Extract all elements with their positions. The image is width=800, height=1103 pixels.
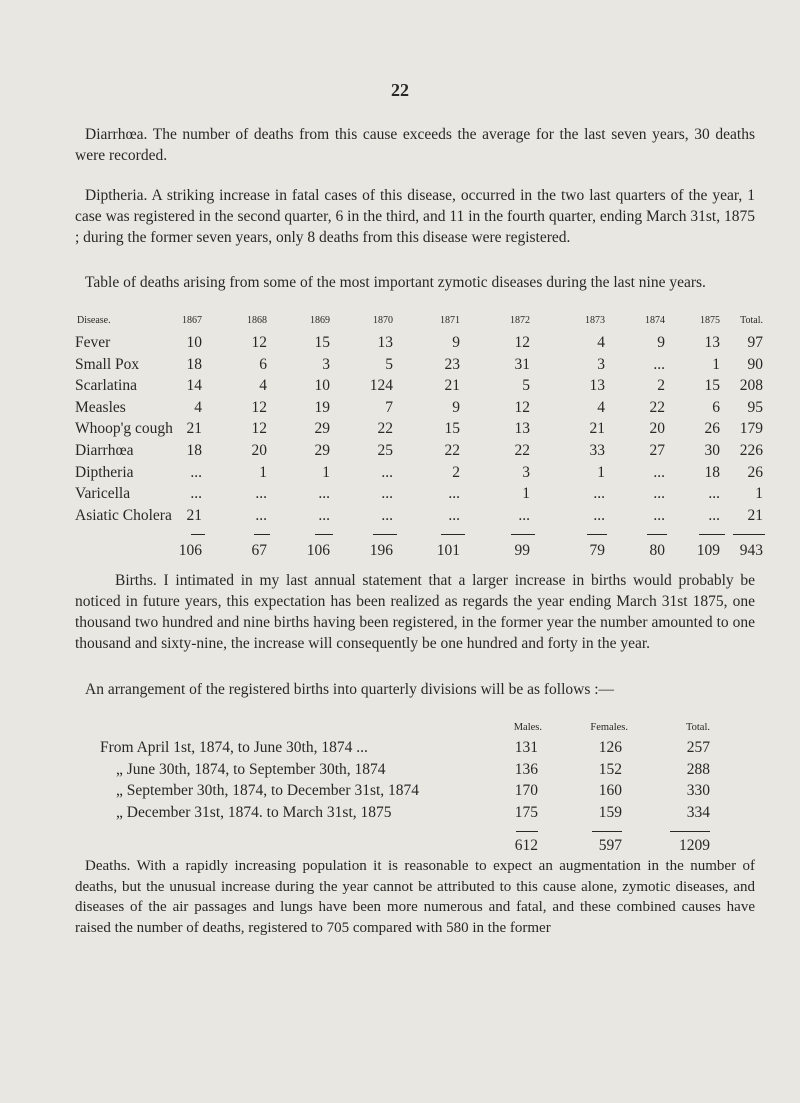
header-disease: Disease. [77, 315, 111, 326]
table-cell: 95 [747, 398, 763, 416]
table-cell: 15 [314, 334, 330, 351]
table-cell: ... [593, 506, 605, 524]
births-cell: 330 [686, 782, 710, 799]
header-total: Total. [685, 722, 710, 733]
table-cell: 10 [186, 334, 202, 351]
births-row [100, 782, 720, 804]
rule-1875 [699, 534, 725, 535]
zymotic-table [75, 315, 765, 564]
table-cell: 29 [314, 441, 330, 459]
rule-1869 [315, 534, 333, 535]
table-cell: 33 [589, 441, 605, 459]
table-cell: 21 [747, 506, 763, 524]
table-row [75, 464, 765, 486]
births-rule-row [100, 825, 720, 837]
rule-1873 [587, 534, 607, 535]
header-1867: 1867 [182, 315, 202, 326]
disease-name: Fever [75, 334, 111, 351]
table-cell: 3 [522, 463, 530, 481]
table-cell: 4 [597, 398, 605, 416]
table-cell: 9 [452, 334, 460, 351]
table-row [75, 334, 765, 356]
disease-name: Diarrhœa [75, 441, 134, 459]
table-cell: 3 [322, 355, 330, 373]
births-row [100, 804, 720, 826]
table-cell: 1 [259, 463, 267, 481]
table-cell: 13 [377, 334, 393, 351]
table-cell: 3 [597, 355, 605, 373]
table-cell: 21 [589, 420, 605, 438]
table-cell: 18 [704, 463, 720, 481]
table-cell: 22 [377, 420, 393, 438]
table-rule-row [75, 528, 765, 542]
table-cell: 4 [597, 334, 605, 351]
disease-name: Varicella [75, 485, 131, 503]
total-cell: 109 [696, 542, 720, 560]
births-cell: 288 [686, 760, 710, 778]
births-cell: 152 [598, 760, 622, 778]
table-cell: 1 [712, 355, 720, 373]
table-cell: 12 [514, 398, 530, 416]
table-cell: ... [448, 506, 460, 524]
table-cell: 25 [377, 441, 393, 459]
births-paragraph [75, 570, 755, 654]
table-cell: ... [518, 506, 530, 524]
births-cell: 334 [686, 803, 710, 821]
births-table-body [100, 739, 720, 825]
births-cell: 175 [514, 803, 538, 821]
table-cell: 21 [186, 420, 202, 438]
table-cell: ... [381, 485, 393, 503]
zymotic-table-body [75, 334, 765, 528]
header-females: Females. [590, 722, 628, 733]
table-cell: 18 [186, 355, 202, 373]
births-cell: 131 [514, 739, 538, 756]
table-cell: 9 [452, 398, 460, 416]
table-cell: 5 [522, 377, 530, 395]
births-header-row [100, 722, 720, 739]
total-cell: 106 [178, 542, 202, 560]
births-total-cell: 597 [598, 837, 622, 854]
table-cell: 31 [514, 355, 530, 373]
rule-total [733, 534, 765, 535]
table-cell: 12 [251, 398, 267, 416]
table-cell: 6 [259, 355, 267, 373]
disease-name: Small Pox [75, 355, 140, 373]
diptheria-heading: Diptheria. [85, 187, 148, 204]
header-1868: 1868 [247, 315, 267, 326]
table-cell: 179 [739, 420, 763, 438]
table-cell: 12 [251, 420, 267, 438]
table-cell: 6 [712, 398, 720, 416]
disease-name: Measles [75, 398, 126, 416]
total-cell: 943 [739, 542, 763, 560]
rule-1871 [441, 534, 465, 535]
table-cell: 22 [649, 398, 665, 416]
table-cell: 5 [385, 355, 393, 373]
table-cell: ... [653, 355, 665, 373]
total-cell: 101 [436, 542, 460, 560]
births-cell: 126 [598, 739, 622, 756]
births-row [100, 739, 720, 761]
table-cell: 1 [597, 463, 605, 481]
header-1870: 1870 [373, 315, 393, 326]
births-cell: 160 [598, 782, 622, 799]
table-row [75, 356, 765, 378]
rule-1867 [191, 534, 205, 535]
table-cell: 1 [755, 485, 763, 503]
table-cell: 97 [747, 334, 763, 351]
table-cell: 23 [444, 355, 460, 373]
disease-name: Asiatic Cholera [75, 506, 172, 524]
deaths-paragraph [75, 856, 755, 938]
rule-males [516, 831, 538, 832]
total-cell: 196 [369, 542, 393, 560]
period-label: From April 1st, 1874, to June 30th, 1874 ... [100, 739, 368, 756]
disease-name: Whoop'g cough [75, 420, 173, 438]
births-cell: 136 [514, 760, 538, 778]
period-label: „ June 30th, 1874, to September 30th, 1874 [116, 760, 386, 778]
rule-females [592, 831, 622, 832]
table-cell: ... [653, 463, 665, 481]
table-cell: 12 [514, 334, 530, 351]
table-cell: 27 [649, 441, 665, 459]
rule-1872 [511, 534, 535, 535]
header-1874: 1874 [645, 315, 665, 326]
table-cell: 29 [314, 420, 330, 438]
births-cell: 170 [514, 782, 538, 799]
table-cell: ... [653, 485, 665, 503]
births-text: I intimated in my last annual statement that a larger increase in births would probably be noticed in future years, this expectation has been realized as regards the year ending March 31st 1875, one thousand two hundred and nine births having been registered, in the former year the number amounted to one thousand and sixty-nine, the increase will consequently be one hundred and forty in the year. [75, 572, 755, 652]
header-1872: 1872 [510, 315, 530, 326]
table-cell: 226 [739, 441, 763, 459]
header-total: Total. [740, 315, 763, 326]
table-row [75, 377, 765, 399]
page-number: 22 [391, 80, 409, 100]
births-total-cell: 612 [514, 837, 538, 854]
rule-1874 [647, 534, 667, 535]
table-cell: 22 [444, 441, 460, 459]
table-cell: ... [255, 485, 267, 503]
table-row [75, 420, 765, 442]
rule-total [670, 831, 710, 832]
diptheria-paragraph [75, 185, 755, 248]
table-cell: 13 [704, 334, 720, 351]
period-label: „ September 30th, 1874, to December 31st, 1874 [116, 782, 420, 799]
table-cell: ... [448, 485, 460, 503]
births-heading: Births. [115, 572, 157, 589]
total-cell: 106 [306, 542, 330, 560]
table-cell: ... [318, 506, 330, 524]
table-row [75, 399, 765, 421]
table-cell: ... [255, 506, 267, 524]
deaths-heading: Deaths. [85, 858, 131, 874]
table-cell: 208 [739, 377, 763, 395]
table-cell: ... [190, 463, 202, 481]
table-row [75, 507, 765, 529]
table-cell: 7 [385, 398, 393, 416]
table-cell: ... [653, 506, 665, 524]
table-cell: 9 [657, 334, 665, 351]
table-cell: 20 [649, 420, 665, 438]
table-cell: ... [381, 506, 393, 524]
table-cell: 10 [314, 377, 330, 395]
diptheria-text: A striking increase in fatal cases of this disease, occurred in the two last quarters of the year, 1 case was registered in the second quarter, 6 in the third, and 11 in the fourth quarter, ending March 31st, 1875 ; during the former seven years, only 8 deaths from this disease were registered. [75, 187, 755, 246]
total-cell: 99 [514, 542, 530, 560]
disease-name: Scarlatina [75, 377, 137, 395]
table-cell: 20 [251, 441, 267, 459]
header-males: Males. [513, 722, 542, 733]
diarrhoea-paragraph [75, 124, 755, 166]
table-cell: ... [593, 485, 605, 503]
births-cell: 257 [686, 739, 710, 756]
header-1871: 1871 [440, 315, 460, 326]
table-cell: 124 [369, 377, 393, 395]
table-cell: ... [381, 463, 393, 481]
table-cell: 26 [747, 463, 763, 481]
table-cell: 2 [657, 377, 665, 395]
header-1873: 1873 [585, 315, 605, 326]
table-cell: 90 [747, 355, 763, 373]
births-table [100, 722, 720, 859]
diarrhoea-text: The number of deaths from this cause exceeds the average for the last seven years, 30 deaths were recorded. [75, 126, 755, 164]
total-cell: 80 [649, 542, 665, 560]
births-cell: 159 [598, 803, 622, 821]
table-cell: 26 [704, 420, 720, 438]
rule-1870 [373, 534, 397, 535]
table-cell: 22 [514, 441, 530, 459]
table-cell: ... [318, 485, 330, 503]
births-total-cell: 1209 [679, 837, 710, 854]
rule-1868 [254, 534, 270, 535]
table-cell: 15 [704, 377, 720, 395]
period-label: „ December 31st, 1874. to March 31st, 1875 [116, 803, 392, 821]
table-cell: 2 [452, 463, 460, 481]
total-cell: 79 [589, 542, 605, 560]
table-cell: 21 [186, 506, 202, 524]
table-totals-row [75, 542, 765, 564]
table-cell: ... [190, 485, 202, 503]
deaths-text: With a rapidly increasing population it is reasonable to expect an augmentation in the number of deaths, but the unusual increase during the year cannot be attributed to this cause alone, zymotic diseases, and diseases of the air passages and lungs have been more numerous and fatal, and these combined causes have raised the number of deaths, registered to 705 compared with 580 in the former [75, 858, 755, 936]
table-cell: 1 [322, 463, 330, 481]
disease-name: Diptheria [75, 463, 134, 481]
table-row [75, 485, 765, 507]
table-cell: 4 [259, 377, 267, 395]
table-cell: 12 [251, 334, 267, 351]
table-intro: Table of deaths arising from some of the most important zymotic diseases during the last nine years. [85, 274, 706, 291]
table-cell: 4 [194, 398, 202, 416]
table-cell: 13 [589, 377, 605, 395]
table-cell: 21 [444, 377, 460, 395]
births-row [100, 761, 720, 783]
table-row [75, 442, 765, 464]
table-cell: 15 [444, 420, 460, 438]
arrangement-paragraph: An arrangement of the registered births into quarterly divisions will be as follows :— [85, 681, 615, 698]
table-cell: 13 [514, 420, 530, 438]
table-cell: 30 [704, 441, 720, 459]
diarrhoea-heading: Diarrhœa. [85, 126, 148, 143]
table-cell: ... [708, 506, 720, 524]
table-cell: 19 [314, 398, 330, 416]
table-cell: 14 [186, 377, 202, 395]
total-cell: 67 [251, 542, 267, 560]
header-1875: 1875 [700, 315, 720, 326]
table-cell: 18 [186, 441, 202, 459]
table-cell: 1 [522, 485, 530, 503]
table-cell: ... [708, 485, 720, 503]
header-1869: 1869 [310, 315, 330, 326]
table-header-row [75, 315, 765, 334]
